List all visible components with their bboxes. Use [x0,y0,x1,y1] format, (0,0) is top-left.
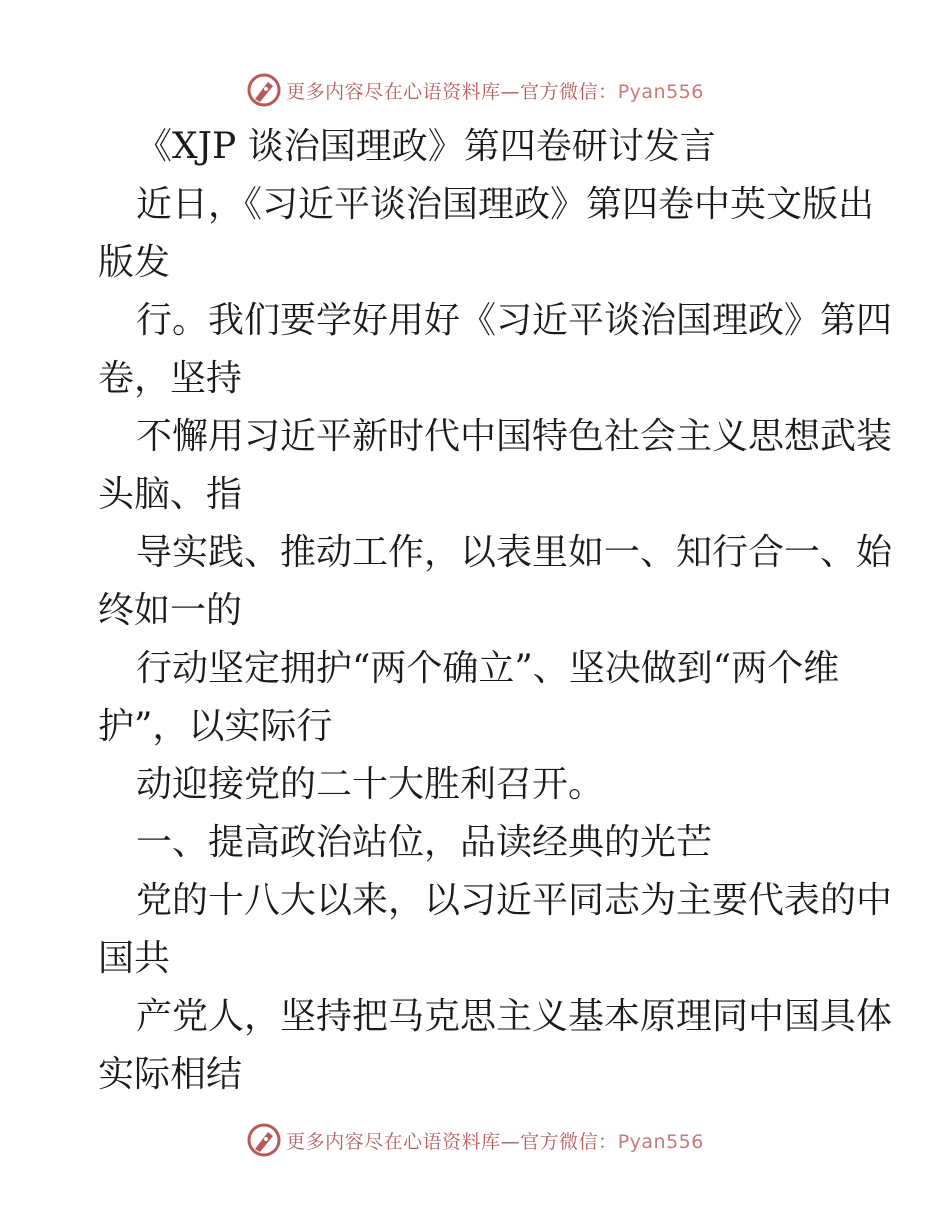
doc-line: 实际相结 [98,1054,243,1095]
pen-nib-circle-icon [246,1122,282,1158]
watermark-contact-label: 官方微信： [520,1130,618,1153]
doc-line: 护”，以实际行 [98,706,333,747]
watermark-separator: — [500,1130,521,1153]
footer-watermark [0,1120,950,1160]
doc-line: 版发 [98,242,171,283]
doc-line: 党的十八大以来，以习近平同志为主要代表的中 [136,880,893,921]
doc-line: 卷，坚持 [98,358,243,399]
doc-line: 近日，《习近平谈治国理政》第四卷中英文版出 [136,184,875,225]
doc-line: 行动坚定拥护“两个确立”、坚决做到“两个维 [136,648,840,689]
watermark-account: Pyan556 [617,1130,704,1153]
watermark-main-text: 更多内容尽在心语资料库 [286,80,501,103]
watermark-account: Pyan556 [617,80,704,103]
watermark-contact-label: 官方微信： [520,80,618,103]
doc-line: 动迎接党的二十大胜利召开。 [136,764,605,805]
doc-line: 导实践、推动工作，以表里如一、知行合一、始 [136,532,893,573]
doc-line: 行。我们要学好用好《习近平谈治国理政》第四 [136,300,893,341]
doc-title: 《XJP 谈治国理政》第四卷研讨发言 [136,126,716,167]
doc-line: 产党人，坚持把马克思主义基本原理同中国具体 [136,996,893,1037]
doc-line: 头脑、指 [98,474,243,515]
watermark-separator: — [500,80,521,103]
doc-line: 国共 [98,938,171,979]
doc-line: 不懈用习近平新时代中国特色社会主义思想武装 [136,416,893,457]
watermark-text [286,1127,704,1154]
section-heading: 一、提高政治站位，品读经典的光芒 [136,822,713,863]
doc-line: 终如一的 [98,590,243,631]
watermark-main-text: 更多内容尽在心语资料库 [286,1130,501,1153]
